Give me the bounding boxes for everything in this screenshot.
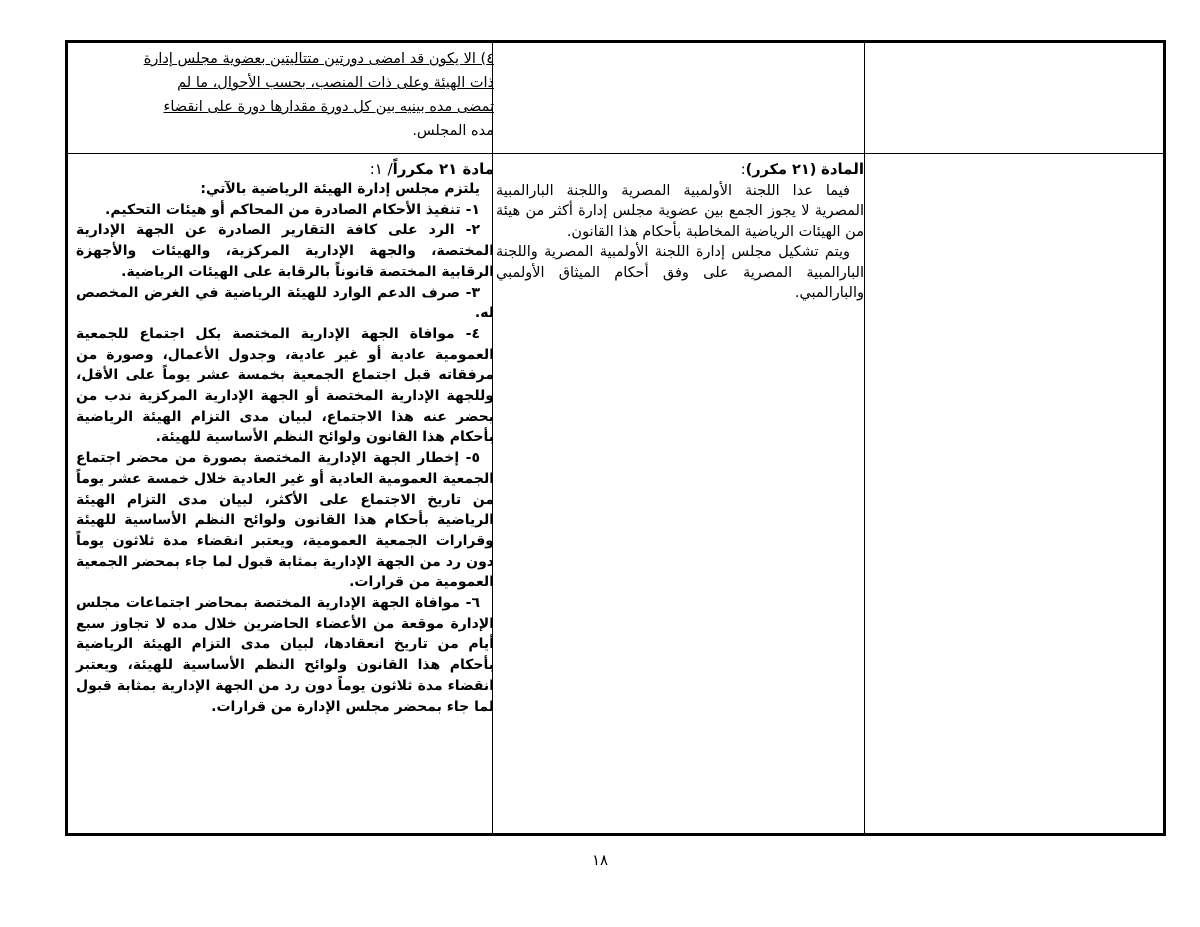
old-article-paragraph: ويتم تشكيل مجلس إدارة اللجنة الأولمبية المصرية واللجنة البارالمبية المصرية على وفق أحكام الميثاق الأولمبي والبارالمبي. (496, 244, 864, 301)
article-title: مادة ٢١ مكرراً (392, 160, 494, 178)
article-item: ٣- صرف الدعم الوارد للهيئة الرياضية في الغرض المخصص له. (76, 284, 494, 322)
condition-4-line: ذات الهيئة وعلى ذات المنصب، بحسب الأحوال، ما لم (177, 75, 494, 91)
row-divider (68, 153, 1163, 154)
article-item: ٢- الرد على كافة التقارير الصادرة عن الجهة الإدارية المختصة، والجهة الإدارية المركزية، والهيئات والأجهزة الرقابية المختصة قانوناً بالرقابة على الهيئات الرياضية. (76, 222, 494, 280)
article-item: ٦- موافاة الجهة الإدارية المختصة بمحاضر اجتماعات مجلس الإدارة موقعة من الأعضاء الحاضرين خلال مده لا تجاوز سبع أيام من تاريخ انعقادها، لبيان مدى التزام الهيئة الرياضية بأحكام هذا القانون ولوائح النظم الأساسية للهيئة، ويعتبر انقضاء مدة ثلاثون يوماً دون رد من الجهة الإدارية بمثابة قبول لما جاء بمحضر مجلس الإدارة من قرارات. (76, 595, 494, 715)
comparison-table (65, 40, 1166, 836)
column-divider (864, 43, 865, 833)
condition-4-line: مده المجلس. (412, 123, 494, 139)
old-article-title: المادة (820, 160, 864, 178)
article-intro: يلتزم مجلس إدارة الهيئة الرياضية بالآتي: (200, 181, 480, 197)
condition-4-line: ٤) الا يكون قد امضى دورتين متتاليتين بعضوية مجلس إدارة (143, 51, 494, 67)
article-heading (76, 159, 494, 179)
article-item: ٥- إخطار الجهة الإدارية المختصة بصورة من محضر اجتماع الجمعية العمومية العادية أو غير العادية خلال خمسة عشر يوماً من تاريخ الاجتماع على الأكثر، لبيان مدى التزام الهيئة الرياضية بأحكام هذا القانون ولوائح النظم الأساسية للهيئة وقرارات الجمعية العمومية، ويعتبر انقضاء مدة ثلاثون يوماً دون رد من الجهة الإدارية بمثابة قبول لما جاء بمحضر الجمعية العمومية من قرارات. (76, 450, 494, 591)
page-number: ١٨ (591, 851, 609, 869)
row2-new-text-cell (76, 159, 494, 717)
article-item: ١- تنفيذ الأحكام الصادرة من المحاكم أو هيئات التحكيم. (105, 201, 480, 218)
row1-new-text-cell (76, 47, 494, 143)
old-article-number: (٢١ مكرر) (745, 162, 817, 178)
article-title-suffix: / ١: (369, 160, 393, 178)
old-article-suffix: : (740, 162, 746, 178)
old-article-paragraph: فيما عدا اللجنة الأولمبية المصرية واللجنة البارالمبية المصرية لا يجوز الجمع بين عضوية مجلس إدارة أكثر من هيئة من الهيئات الرياضية المخاطبة بأحكام هذا القانون. (496, 182, 864, 240)
condition-4-line: تمضى مده بينيه بين كل دورة مقدارها دورة على انقضاء (163, 99, 494, 115)
old-article-heading (496, 159, 864, 181)
article-item: ٤- موافاة الجهة الإدارية المختصة بكل اجتماع للجمعية العمومية عادية أو غير عادية، وجدول الأعمال، وصورة من مرفقاته قبل اجتماع الجمعية بخمسة عشر يوماً على الأقل، وللجهة الإدارية المختصة أو الجهة الإدارية المركزية ندب من يحضر عنه هذا الاجتماع، لبيان مدى التزام الهيئة الرياضية بأحكام هذا القانون ولوائح النظم الأساسية للهيئة. (76, 325, 494, 446)
row2-old-text-cell (496, 159, 864, 304)
